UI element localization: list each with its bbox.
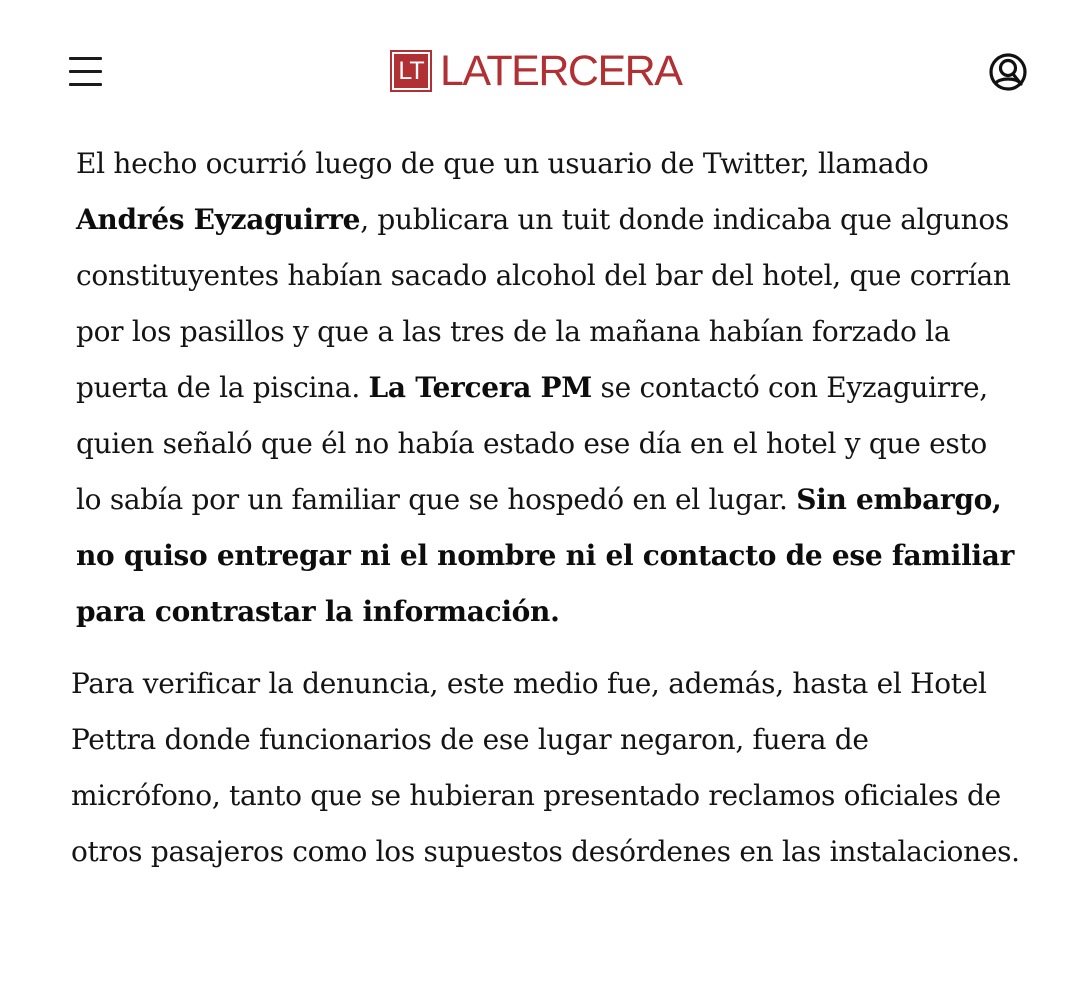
article-body: [0, 136, 1079, 880]
bold-statement: Sin embargo, no quiso entregar ni el nombre ni el contacto de ese familiar para contrastar la información.: [76, 483, 1015, 628]
paragraph-text: El hecho ocurrió luego de que un usuario de Twitter, llamado: [76, 147, 929, 180]
logo-badge: LT: [390, 50, 432, 92]
bold-publication: La Tercera PM: [368, 371, 592, 404]
site-header: [0, 0, 1079, 140]
site-logo[interactable]: [390, 47, 682, 95]
article-paragraph: Para verificar la denuncia, este medio fue, además, hasta el Hotel Pettra donde funcionarios de ese lugar negaron, fuera de micrófono, tanto que se hubieran presentado reclamos oficiales de otros pasajeros como los supuestos desórdenes en las instalaciones.: [71, 667, 1020, 868]
paragraph-text: se contactó con Eyzaguirre, quien señaló que él no había estado ese día en el hotel y que esto lo sabía por un familiar que se hospedó en el lugar.: [76, 371, 988, 516]
paragraph-text: , publicara un tuit donde indicaba que algunos constituyentes habían sacado alcohol del bar del hotel, que corrían por los pasillos y que a las tres de la mañana habían forzado la puerta de la piscina.: [76, 203, 1011, 404]
menu-button[interactable]: [66, 53, 104, 91]
user-account-button[interactable]: [987, 51, 1029, 93]
article-paragraph: [0, 136, 1016, 640]
bold-name: Andrés Eyzaguirre: [76, 203, 361, 236]
user-search-icon: [987, 51, 1029, 93]
logo-wordmark: LATERCERA: [440, 47, 682, 95]
